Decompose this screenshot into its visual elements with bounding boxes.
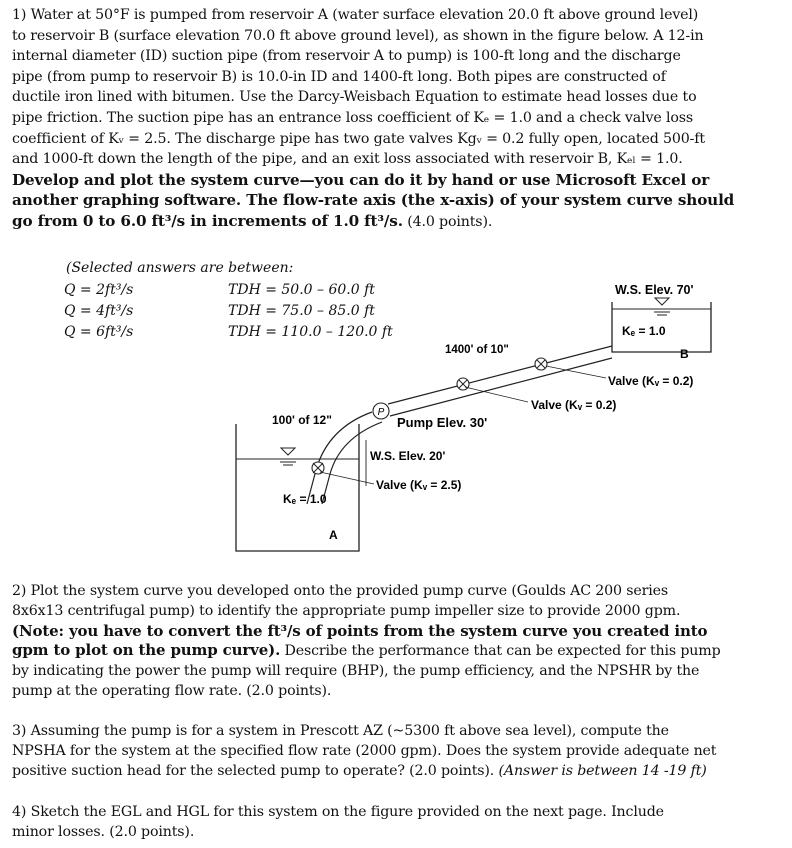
p1-line: and 1000-ft down the length of the pipe, and an exit loss associated with reservoir B, Kₑₗ = 1.0. [12,151,683,168]
p2-line: 8x6x13 centrifugal pump) to identify the appropriate pump impeller size to provide 2000 gpm. [12,602,681,619]
p3-last-normal: positive suction head for the selected pump to operate? (2.0 points). [12,763,499,779]
valve-upper-label: Valve (Kᵥ = 0.2) [608,374,694,388]
p3-line: NPSHA for the system at the specified flow rate (2000 gpm). Does the system provide adequate net [12,743,717,759]
reservoir-a-label: A [329,528,338,542]
ws-elev-a-label: W.S. Elev. 20' [370,449,446,463]
answer-q: Q = 2ft³/s [64,282,134,298]
ws-triangle-b-icon [655,298,669,305]
p1-line: pipe (from pump to reservoir B) is 10.0-in ID and 1400-ft long. Both pipes are constructed of [12,68,666,85]
p1-line: internal diameter (ID) suction pipe (from reservoir A to pump) is 100-ft long and the discharge [12,48,681,65]
selected-answers-header: (Selected answers are between: [66,260,294,276]
p1-bold-line: another graphing software. The flow-rate axis (the x-axis) of your system curve should [12,191,735,210]
valve-a-label: Valve (Kᵥ = 2.5) [376,478,462,492]
p1-line: to reservoir B (surface elevation 70.0 ft above ground level), as shown in the figure below. A 12-in [12,27,704,44]
ke-a-label: Kₑ = 1.0 [283,492,327,506]
answer-tdh: TDH = 110.0 – 120.0 ft [228,324,393,340]
answer-q: Q = 4ft³/s [64,303,134,319]
p2-bold-line: (Note: you have to convert the ft³/s of points from the system curve you created into [12,621,708,640]
problem-2-text [12,582,782,702]
p4-line: minor losses. (2.0 points). [12,824,195,840]
p1-line: ductile iron lined with bitumen. Use the Darcy-Weisbach Equation to estimate head losses due to [12,89,697,106]
suction-pipe-label: 100' of 12" [272,413,332,427]
answer-tdh: TDH = 50.0 – 60.0 ft [228,282,375,298]
p2-line: pump at the operating flow rate. (2.0 points). [12,682,332,699]
p1-last-normal: (4.0 points). [402,213,493,230]
p1-bold-line: Develop and plot the system curve—you can do it by hand or use Microsoft Excel or [12,170,710,189]
ws-elev-b-label: W.S. Elev. 70' [615,283,694,297]
p2-mixed-normal: Describe the performance that can be expected for this pump [280,643,721,660]
ws-triangle-a-icon [281,448,295,455]
problem-4-text [12,802,782,842]
p2-line: by indicating the power the pump will require (BHP), the pump efficiency, and the NPSHR by the [12,663,700,680]
p1-line: pipe friction. The suction pipe has an entrance loss coefficient of Kₑ = 1.0 and a check valve loss [12,109,694,126]
p3-last-line [12,761,782,781]
ke-b-label: Kₑ = 1.0 [622,324,666,338]
reservoir-a [236,424,359,551]
p3-answer-italic: (Answer is between 14 -19 ft) [498,763,707,779]
p3-line: 3) Assuming the pump is for a system in Prescott AZ (~5300 ft above sea level), compute the [12,723,669,739]
discharge-pipe-label: 1400' of 10" [445,344,509,356]
pump-elev-label: Pump Elev. 30' [397,415,488,430]
p2-mixed-bold: gpm to plot on the pump curve). [12,641,281,660]
reservoir-b-label: B [680,347,689,361]
p1-line: 1) Water at 50°F is pumped from reservoir A (water surface elevation 20.0 ft above ground level) [12,7,699,23]
valve-lower-label: Valve (Kᵥ = 0.2) [531,398,617,412]
p2-mixed-line [12,641,782,662]
p1-line: coefficient of Kᵥ = 2.5. The discharge pipe has two gate valves Kgᵥ = 0.2 fully open, located 500-ft [12,130,705,147]
pump-symbol: P [377,407,385,418]
p4-line: 4) Sketch the EGL and HGL for this system on the figure provided on the next page. Include [12,804,664,820]
p1-last-bold: go from 0 to 6.0 ft³/s in increments of 1.0 ft³/s. [12,211,403,230]
answer-tdh: TDH = 75.0 – 85.0 ft [228,303,375,319]
problem-3-text [12,721,782,781]
answer-q: Q = 6ft³/s [64,324,134,340]
p2-line: 2) Plot the system curve you developed onto the provided pump curve (Goulds AC 200 series [12,583,669,599]
